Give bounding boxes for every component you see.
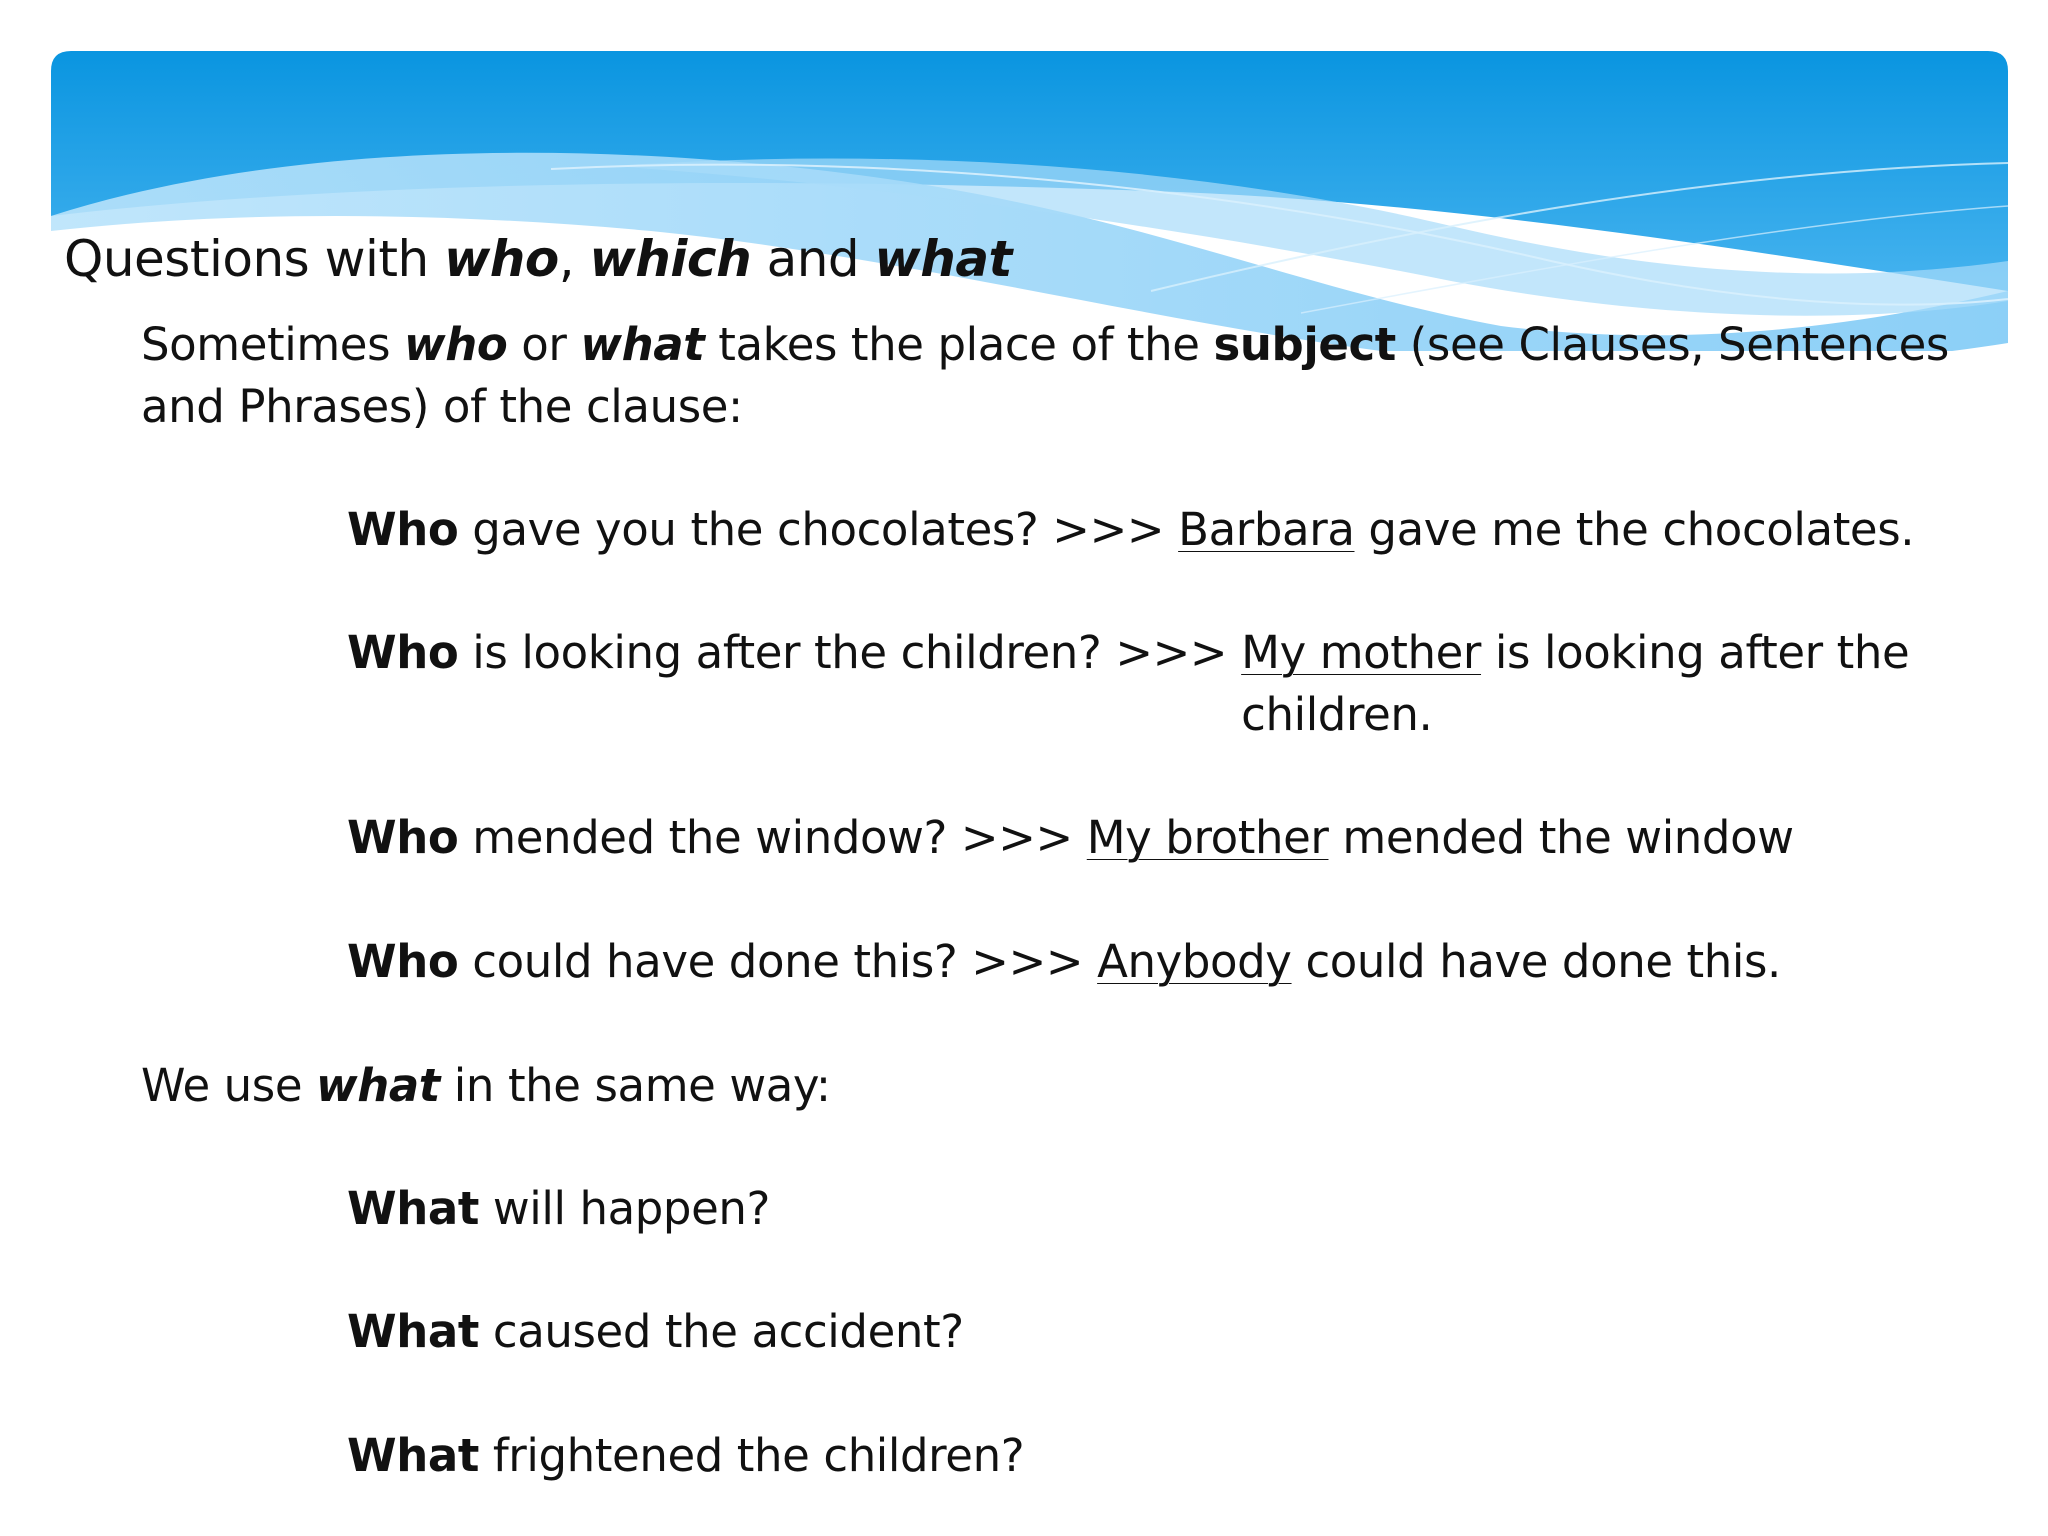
what-note: We use what in the same way:	[141, 1059, 831, 1112]
who-example-2: Who is looking after the children? >>> My mother is looking after the children.	[347, 622, 1909, 746]
who-example-4: Who could have done this? >>> Anybody could have done this.	[347, 935, 1781, 988]
intro-paragraph: Sometimes who or what takes the place of the subject (see Clauses, Sentences and Phrases) of the clause:	[141, 318, 1949, 433]
what-example-3: What frightened the children?	[347, 1429, 1025, 1482]
what-example-2: What caused the accident?	[347, 1305, 964, 1358]
who-example-2-answer: My mother is looking after the children.	[1241, 626, 1910, 741]
who-example-1: Who gave you the chocolates? >>> Barbara gave me the chocolates.	[347, 503, 1915, 556]
who-example-3: Who mended the window? >>> My brother mended the window	[347, 811, 1794, 864]
header-banner	[51, 51, 2008, 351]
what-example-1: What will happen?	[347, 1182, 770, 1235]
slide-title: Questions with who, which and what	[64, 230, 1012, 288]
